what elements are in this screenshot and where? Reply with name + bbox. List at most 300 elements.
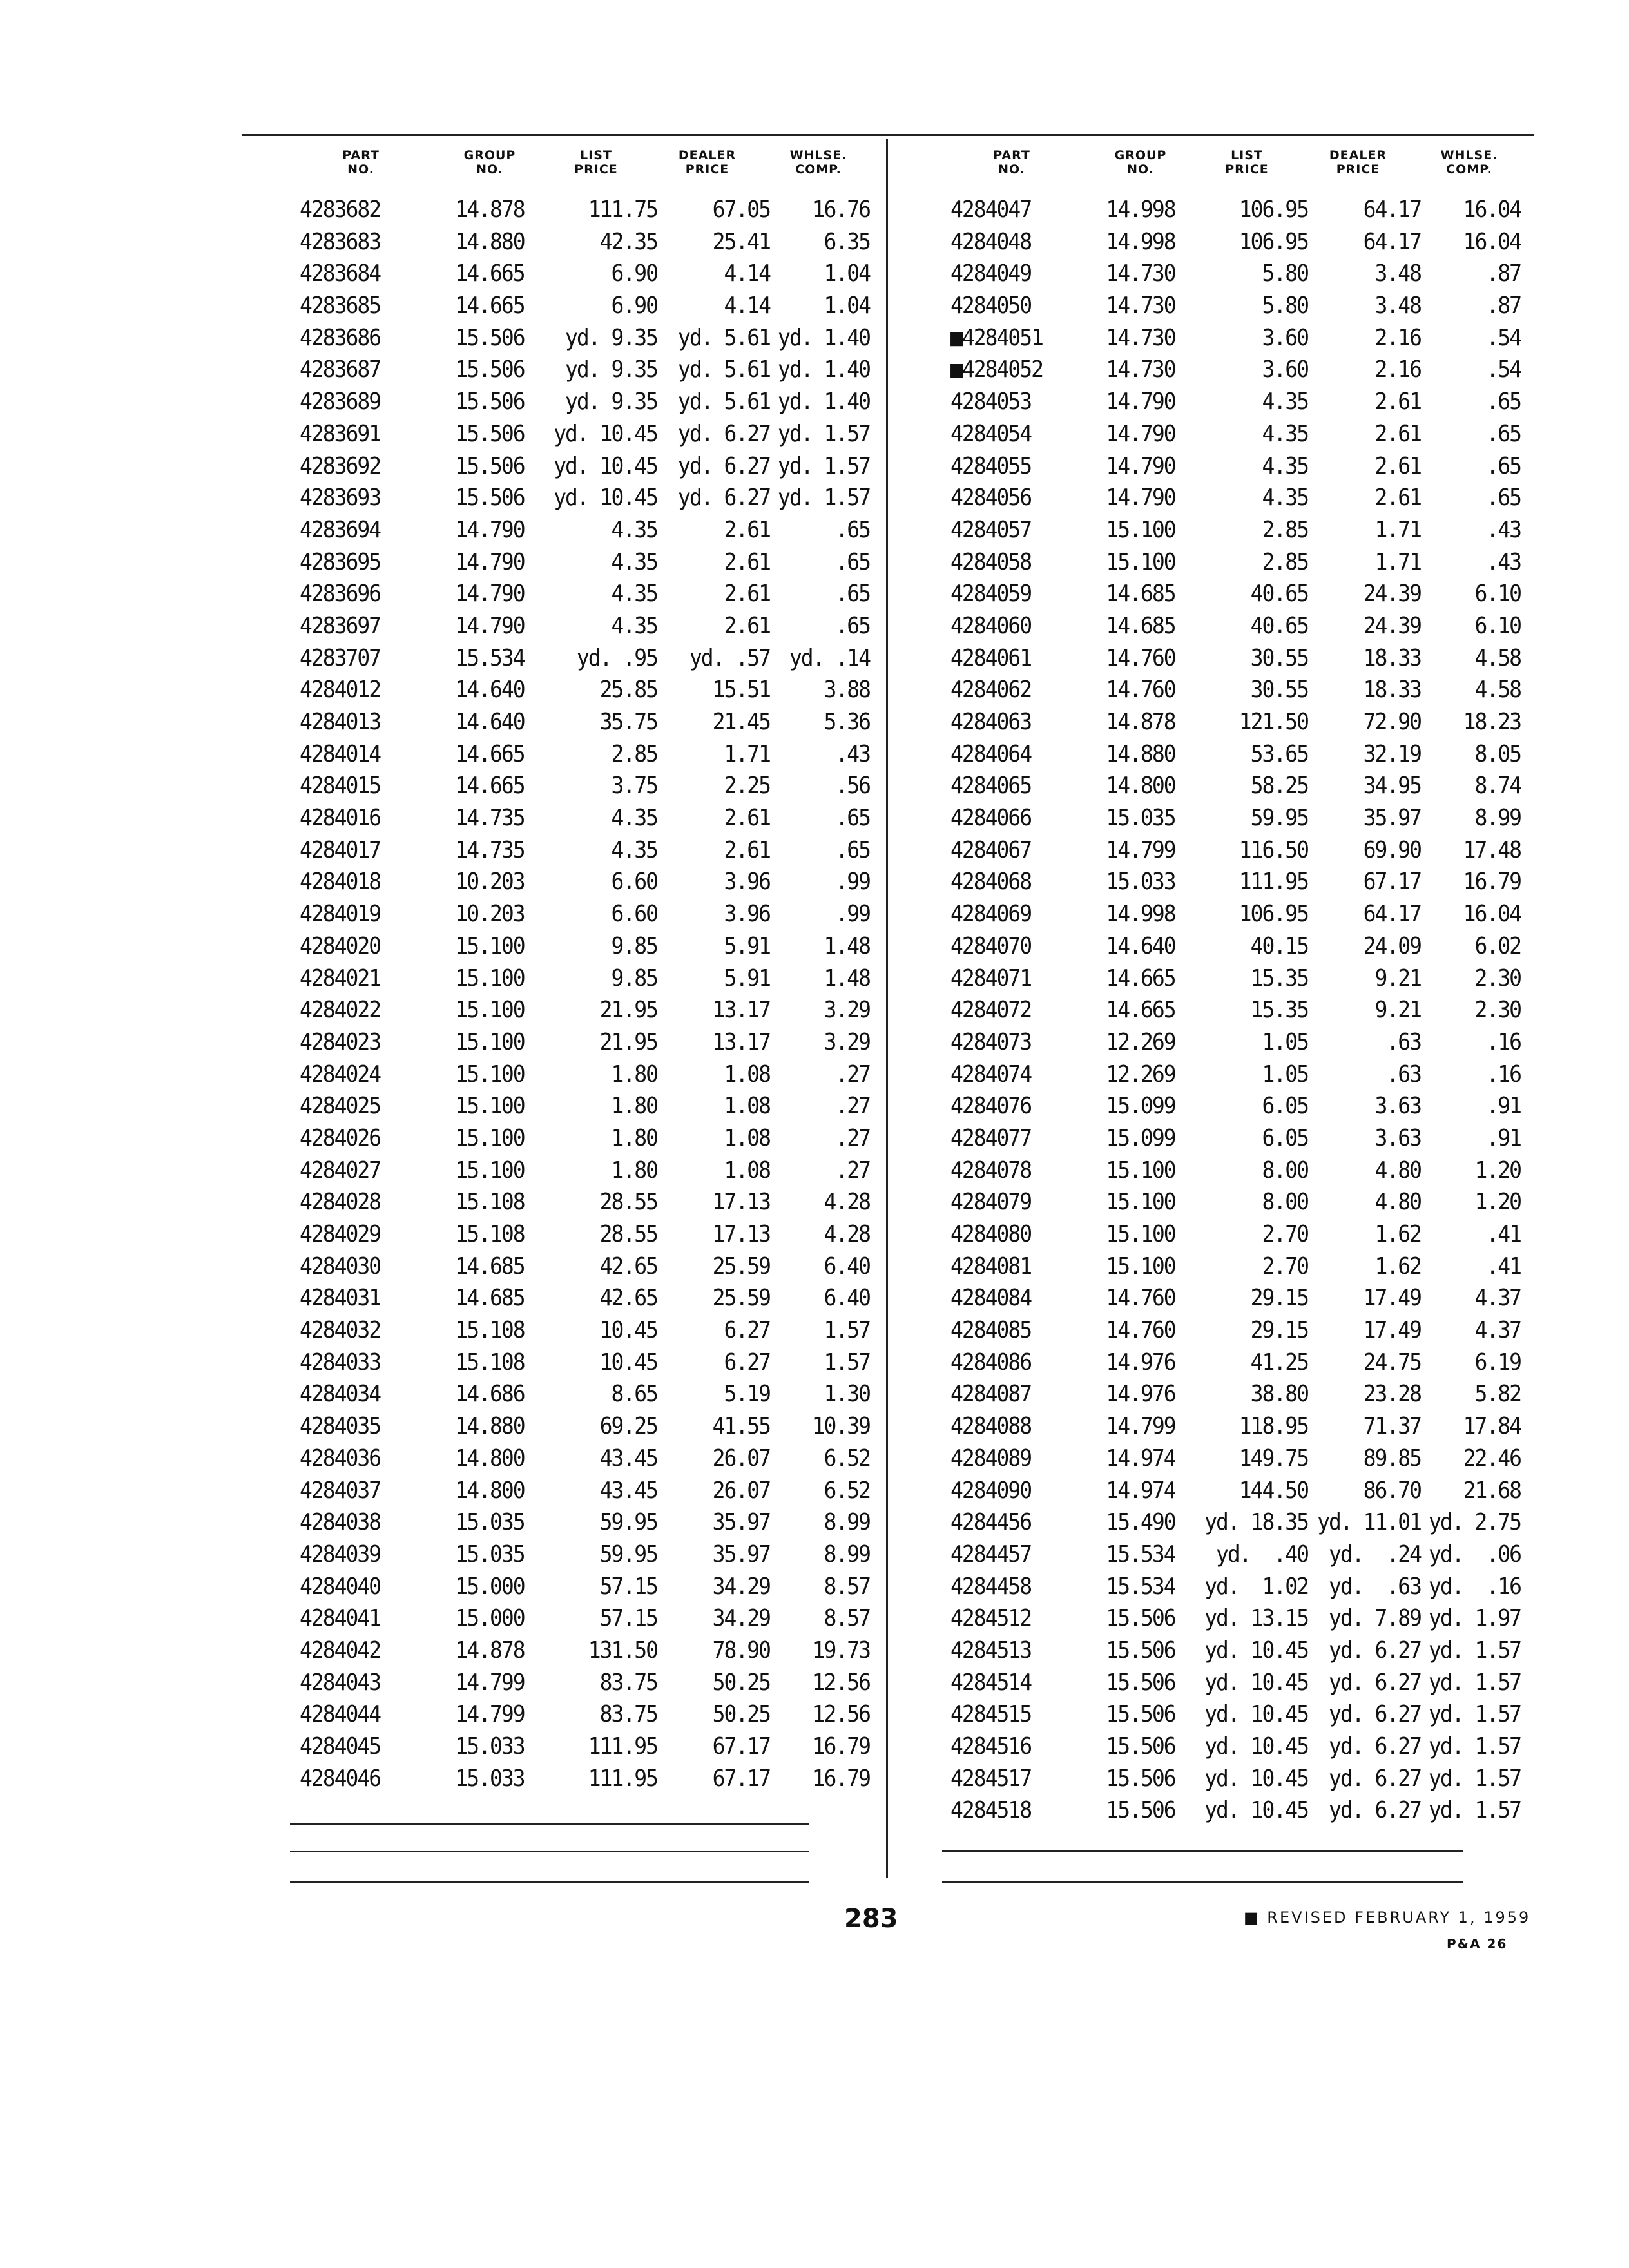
group-no-cell: 15.506 xyxy=(455,356,525,383)
group-no-cell: 15.035 xyxy=(455,1508,525,1536)
whlse-comp-cell: 1.57 xyxy=(824,1316,870,1343)
part-no-cell: 4284015 xyxy=(300,772,381,800)
list-price-cell: 35.75 xyxy=(599,707,657,735)
dealer-price-cell: 67.05 xyxy=(712,195,770,223)
part-no-cell: 4284022 xyxy=(300,995,381,1024)
group-no-cell: 10.203 xyxy=(455,868,525,896)
group-no-cell: 14.760 xyxy=(1106,676,1175,704)
part-no-cell: 4284070 xyxy=(950,932,1032,959)
part-no-cell: 4284054 xyxy=(950,419,1032,447)
whlse-comp-cell: yd. 1.97 xyxy=(1429,1604,1521,1632)
dealer-price-cell: 34.95 xyxy=(1363,772,1421,800)
dealer-price-cell: 3.63 xyxy=(1374,1124,1421,1151)
dealer-price-cell: yd. .24 xyxy=(1329,1540,1421,1568)
list-price-cell: 1.05 xyxy=(1262,1060,1308,1088)
whlse-comp-cell: .65 xyxy=(1486,483,1521,512)
dealer-price-cell: 26.07 xyxy=(712,1476,770,1504)
dealer-price-cell: yd. 6.27 xyxy=(1329,1668,1421,1696)
list-price-cell: yd. 10.45 xyxy=(1204,1796,1308,1824)
group-no-cell: 15.506 xyxy=(1106,1732,1175,1760)
whlse-comp-cell: yd. 1.57 xyxy=(778,483,870,512)
whlse-comp-cell: 8.05 xyxy=(1474,740,1521,767)
dealer-price-cell: 2.61 xyxy=(724,803,770,831)
part-no-cell: 4283684 xyxy=(300,260,381,287)
group-no-cell: 14.790 xyxy=(455,611,525,639)
whlse-comp-cell: 6.52 xyxy=(824,1476,870,1504)
list-price-cell: yd. .95 xyxy=(576,644,657,671)
whlse-comp-cell: .65 xyxy=(835,611,870,639)
list-price-cell: yd. 10.45 xyxy=(554,452,657,479)
dealer-price-cell: 13.17 xyxy=(712,995,770,1024)
part-no-cell: 4284516 xyxy=(950,1732,1032,1760)
list-price-cell: 106.95 xyxy=(1239,227,1308,255)
header-list-price: LIST PRICE xyxy=(1225,148,1269,177)
part-no-cell: ■4284052 xyxy=(950,356,1043,383)
dealer-price-cell: yd. 6.27 xyxy=(1329,1700,1421,1728)
table-row xyxy=(287,992,870,1027)
group-no-cell: 15.100 xyxy=(455,932,525,959)
revised-date-note: ■ REVISED FEBRUARY 1, 1959 xyxy=(1244,1908,1531,1927)
table-row xyxy=(938,1441,1521,1475)
part-no-cell: 4284061 xyxy=(950,644,1032,671)
whlse-comp-cell: 22.46 xyxy=(1463,1444,1521,1472)
list-price-cell: 3.60 xyxy=(1262,323,1308,351)
part-no-cell: 4284053 xyxy=(950,387,1032,416)
whlse-comp-cell: 8.99 xyxy=(824,1540,870,1568)
dealer-price-cell: 2.16 xyxy=(1374,356,1421,383)
list-price-cell: yd. 10.45 xyxy=(1204,1764,1308,1792)
list-price-cell: 83.75 xyxy=(599,1668,657,1696)
table-row xyxy=(938,544,1521,579)
dealer-price-cell: 13.17 xyxy=(712,1028,770,1055)
whlse-comp-cell: yd. 1.40 xyxy=(778,387,870,416)
dealer-price-cell: 25.59 xyxy=(712,1252,770,1280)
group-no-cell: 14.665 xyxy=(455,740,525,767)
dealer-price-cell: 17.49 xyxy=(1363,1284,1421,1312)
table-row xyxy=(287,1504,870,1539)
part-no-cell: 4283707 xyxy=(300,644,381,671)
table-row xyxy=(938,416,1521,451)
table-row xyxy=(938,352,1521,387)
dealer-price-cell: 2.61 xyxy=(724,548,770,575)
right-table-body xyxy=(938,193,1521,1826)
list-price-cell: 1.80 xyxy=(611,1124,657,1151)
table-row xyxy=(287,832,870,867)
table-row xyxy=(938,800,1521,835)
list-price-cell: 111.75 xyxy=(588,195,657,223)
list-price-cell: 40.65 xyxy=(1250,611,1308,639)
table-row xyxy=(938,1057,1521,1091)
group-no-cell: 14.790 xyxy=(1106,483,1175,512)
table-row xyxy=(938,768,1521,803)
dealer-price-cell: 3.63 xyxy=(1374,1092,1421,1120)
list-price-cell: 6.60 xyxy=(611,868,657,896)
table-row xyxy=(287,1696,870,1731)
left-table-body xyxy=(287,193,870,1794)
list-price-cell: 38.80 xyxy=(1250,1380,1308,1408)
table-row xyxy=(938,1537,1521,1571)
list-price-cell: 149.75 xyxy=(1239,1444,1308,1472)
part-no-cell: 4283689 xyxy=(300,387,381,416)
table-row xyxy=(287,544,870,579)
part-no-cell: 4284066 xyxy=(950,803,1032,831)
dealer-price-cell: 67.17 xyxy=(712,1764,770,1792)
part-no-cell: 4284514 xyxy=(950,1668,1032,1696)
dealer-price-cell: 24.75 xyxy=(1363,1348,1421,1376)
list-price-cell: yd. 13.15 xyxy=(1204,1604,1308,1632)
table-row xyxy=(287,1184,870,1219)
part-no-cell: ■4284051 xyxy=(950,323,1043,351)
list-price-cell: 111.95 xyxy=(1239,868,1308,896)
table-row xyxy=(287,224,870,259)
list-price-cell: 28.55 xyxy=(599,1220,657,1247)
table-row xyxy=(938,224,1521,259)
group-no-cell: 14.799 xyxy=(455,1668,525,1696)
list-price-cell: 9.85 xyxy=(611,932,657,959)
whlse-comp-cell: 4.58 xyxy=(1474,644,1521,671)
group-no-cell: 15.534 xyxy=(1106,1572,1175,1600)
header-group-no: GROUP NO. xyxy=(1114,148,1167,177)
table-row xyxy=(287,448,870,483)
group-no-cell: 14.735 xyxy=(455,836,525,863)
whlse-comp-cell: 18.23 xyxy=(1463,707,1521,735)
whlse-comp-cell: 8.57 xyxy=(824,1604,870,1632)
dealer-price-cell: 2.61 xyxy=(724,515,770,543)
dealer-price-cell: 21.45 xyxy=(712,707,770,735)
part-no-cell: 4283685 xyxy=(300,291,381,319)
part-no-cell: 4284032 xyxy=(300,1316,381,1343)
part-no-cell: 4284513 xyxy=(950,1636,1032,1664)
list-price-cell: 3.60 xyxy=(1262,356,1308,383)
whlse-comp-cell: .27 xyxy=(835,1124,870,1151)
list-price-cell: 21.95 xyxy=(599,995,657,1024)
table-row xyxy=(938,864,1521,899)
group-no-cell: 15.490 xyxy=(1106,1508,1175,1536)
dealer-price-cell: 2.61 xyxy=(724,836,770,863)
list-price-cell: 111.95 xyxy=(588,1732,657,1760)
group-no-cell: 14.974 xyxy=(1106,1444,1175,1472)
dealer-price-cell: 5.19 xyxy=(724,1380,770,1408)
list-price-cell: 6.05 xyxy=(1262,1124,1308,1151)
right-bottom-rule-1 xyxy=(942,1850,1463,1852)
table-row xyxy=(938,1024,1521,1059)
table-row xyxy=(938,1633,1521,1667)
group-no-cell: 14.998 xyxy=(1106,899,1175,928)
dealer-price-cell: yd. 7.89 xyxy=(1329,1604,1421,1632)
group-no-cell: 14.974 xyxy=(1106,1476,1175,1504)
group-no-cell: 10.203 xyxy=(455,899,525,928)
dealer-price-cell: 4.14 xyxy=(724,260,770,287)
group-no-cell: 14.686 xyxy=(455,1380,525,1408)
table-row xyxy=(938,1729,1521,1763)
header-part-no: PART NO. xyxy=(342,148,380,177)
part-no-cell: 4284020 xyxy=(300,932,381,959)
dealer-price-cell: 1.08 xyxy=(724,1124,770,1151)
whlse-comp-cell: .65 xyxy=(835,580,870,608)
dealer-price-cell: 24.39 xyxy=(1363,580,1421,608)
group-no-cell: 14.800 xyxy=(455,1444,525,1472)
whlse-comp-cell: 1.20 xyxy=(1474,1188,1521,1216)
part-no-cell: 4283683 xyxy=(300,227,381,255)
table-row xyxy=(938,1216,1521,1251)
part-no-cell: 4284076 xyxy=(950,1092,1032,1120)
whlse-comp-cell: 8.57 xyxy=(824,1572,870,1600)
group-no-cell: 14.730 xyxy=(1106,291,1175,319)
part-no-cell: 4284090 xyxy=(950,1476,1032,1504)
group-no-cell: 14.730 xyxy=(1106,260,1175,287)
dealer-price-cell: 67.17 xyxy=(712,1732,770,1760)
table-row xyxy=(938,672,1521,707)
dealer-price-cell: 1.62 xyxy=(1374,1252,1421,1280)
table-row xyxy=(287,1153,870,1187)
group-no-cell: 15.000 xyxy=(455,1604,525,1632)
dealer-price-cell: 26.07 xyxy=(712,1444,770,1472)
table-row xyxy=(938,192,1521,227)
list-price-cell: 9.85 xyxy=(611,964,657,992)
table-row xyxy=(938,1345,1521,1379)
part-no-cell: 4284044 xyxy=(300,1700,381,1728)
left-price-table xyxy=(287,148,870,1794)
dealer-price-cell: 35.97 xyxy=(1363,803,1421,831)
group-no-cell: 14.790 xyxy=(1106,387,1175,416)
whlse-comp-cell: 3.29 xyxy=(824,1028,870,1055)
whlse-comp-cell: 16.79 xyxy=(812,1732,870,1760)
header-part-no: PART NO. xyxy=(993,148,1030,177)
group-no-cell: 14.730 xyxy=(1106,356,1175,383)
group-no-cell: 15.100 xyxy=(1106,548,1175,575)
whlse-comp-cell: 4.37 xyxy=(1474,1284,1521,1312)
whlse-comp-cell: .65 xyxy=(835,548,870,575)
group-no-cell: 15.506 xyxy=(455,452,525,479)
group-no-cell: 15.100 xyxy=(455,964,525,992)
whlse-comp-cell: .91 xyxy=(1486,1092,1521,1120)
group-no-cell: 14.665 xyxy=(455,291,525,319)
table-row xyxy=(938,512,1521,547)
table-row xyxy=(938,288,1521,323)
group-no-cell: 15.506 xyxy=(1106,1796,1175,1824)
table-row xyxy=(287,1441,870,1475)
table-row xyxy=(938,1792,1521,1827)
part-no-cell: 4284047 xyxy=(950,195,1032,223)
part-no-cell: 4284058 xyxy=(950,548,1032,575)
list-price-cell: 6.90 xyxy=(611,291,657,319)
table-row xyxy=(938,736,1521,771)
list-price-cell: 41.25 xyxy=(1250,1348,1308,1376)
group-no-cell: 15.099 xyxy=(1106,1092,1175,1120)
whlse-comp-cell: yd. 1.40 xyxy=(778,356,870,383)
dealer-price-cell: 1.08 xyxy=(724,1156,770,1184)
part-no-cell: 4284018 xyxy=(300,868,381,896)
group-no-cell: 14.799 xyxy=(1106,836,1175,863)
list-price-cell: yd. 9.35 xyxy=(565,387,657,416)
whlse-comp-cell: 3.29 xyxy=(824,995,870,1024)
whlse-comp-cell: .87 xyxy=(1486,291,1521,319)
group-no-cell: 14.640 xyxy=(1106,932,1175,959)
dealer-price-cell: yd. 6.27 xyxy=(1329,1732,1421,1760)
table-row xyxy=(287,864,870,899)
list-price-cell: 5.80 xyxy=(1262,260,1308,287)
whlse-comp-cell: .65 xyxy=(1486,387,1521,416)
part-no-cell: 4284034 xyxy=(300,1380,381,1408)
part-no-cell: 4284060 xyxy=(950,611,1032,639)
whlse-comp-cell: 17.48 xyxy=(1463,836,1521,863)
dealer-price-cell: 23.28 xyxy=(1363,1380,1421,1408)
dealer-price-cell: 4.80 xyxy=(1374,1156,1421,1184)
whlse-comp-cell: .27 xyxy=(835,1060,870,1088)
dealer-price-cell: 18.33 xyxy=(1363,644,1421,671)
group-no-cell: 15.506 xyxy=(1106,1636,1175,1664)
dealer-price-cell: 3.48 xyxy=(1374,260,1421,287)
dealer-price-cell: 17.49 xyxy=(1363,1316,1421,1343)
dealer-price-cell: 17.13 xyxy=(712,1220,770,1247)
part-no-cell: 4283694 xyxy=(300,515,381,543)
part-no-cell: 4284517 xyxy=(950,1764,1032,1792)
dealer-price-cell: yd. .57 xyxy=(689,644,770,671)
dealer-price-cell: 34.29 xyxy=(712,1572,770,1600)
group-no-cell: 14.799 xyxy=(455,1700,525,1728)
part-no-cell: 4284084 xyxy=(950,1284,1032,1312)
table-row xyxy=(938,1249,1521,1283)
dealer-price-cell: 50.25 xyxy=(712,1668,770,1696)
list-price-cell: 1.80 xyxy=(611,1060,657,1088)
whlse-comp-cell: yd. .14 xyxy=(789,644,870,671)
dealer-price-cell: 64.17 xyxy=(1363,195,1421,223)
whlse-comp-cell: 1.30 xyxy=(824,1380,870,1408)
whlse-comp-cell: .41 xyxy=(1486,1220,1521,1247)
list-price-cell: 53.65 xyxy=(1250,740,1308,767)
table-row xyxy=(287,288,870,323)
list-price-cell: yd. 10.45 xyxy=(554,419,657,447)
part-no-cell: 4284035 xyxy=(300,1412,381,1440)
table-row xyxy=(287,800,870,835)
list-price-cell: 131.50 xyxy=(588,1636,657,1664)
dealer-price-cell: yd. .63 xyxy=(1329,1572,1421,1600)
part-no-cell: 4284043 xyxy=(300,1668,381,1696)
dealer-price-cell: 78.90 xyxy=(712,1636,770,1664)
whlse-comp-cell: 4.28 xyxy=(824,1188,870,1216)
dealer-price-cell: 25.59 xyxy=(712,1284,770,1312)
group-no-cell: 15.100 xyxy=(1106,1156,1175,1184)
table-row xyxy=(287,256,870,291)
dealer-price-cell: 69.90 xyxy=(1363,836,1421,863)
dealer-price-cell: yd. 6.27 xyxy=(678,419,770,447)
group-no-cell: 15.108 xyxy=(455,1316,525,1343)
whlse-comp-cell: .27 xyxy=(835,1156,870,1184)
group-no-cell: 15.108 xyxy=(455,1220,525,1247)
part-no-cell: 4283697 xyxy=(300,611,381,639)
whlse-comp-cell: .43 xyxy=(1486,548,1521,575)
group-no-cell: 14.878 xyxy=(455,1636,525,1664)
list-price-cell: 42.65 xyxy=(599,1284,657,1312)
table-row xyxy=(287,768,870,803)
list-price-cell: 4.35 xyxy=(611,611,657,639)
whlse-comp-cell: .54 xyxy=(1486,323,1521,351)
table-row xyxy=(938,1569,1521,1604)
part-no-cell: 4284085 xyxy=(950,1316,1032,1343)
group-no-cell: 14.685 xyxy=(1106,611,1175,639)
table-row xyxy=(287,1249,870,1283)
list-price-cell: 6.60 xyxy=(611,899,657,928)
table-row xyxy=(287,736,870,771)
whlse-comp-cell: 6.02 xyxy=(1474,932,1521,959)
header-group-no: GROUP NO. xyxy=(463,148,516,177)
whlse-comp-cell: 16.04 xyxy=(1463,195,1521,223)
table-row xyxy=(938,1504,1521,1539)
table-row xyxy=(938,1184,1521,1219)
list-price-cell: 1.05 xyxy=(1262,1028,1308,1055)
whlse-comp-cell: 16.04 xyxy=(1463,899,1521,928)
part-no-cell: 4284064 xyxy=(950,740,1032,767)
list-price-cell: 4.35 xyxy=(1262,419,1308,447)
whlse-comp-cell: 3.88 xyxy=(824,676,870,704)
part-no-cell: 4284077 xyxy=(950,1124,1032,1151)
right-table-header xyxy=(938,148,1521,187)
list-price-cell: 106.95 xyxy=(1239,195,1308,223)
table-row xyxy=(938,1408,1521,1443)
table-row xyxy=(287,961,870,995)
whlse-comp-cell: 1.20 xyxy=(1474,1156,1521,1184)
dealer-price-cell: yd. 6.27 xyxy=(1329,1796,1421,1824)
list-price-cell: 5.80 xyxy=(1262,291,1308,319)
list-price-cell: yd. 10.45 xyxy=(1204,1700,1308,1728)
group-no-cell: 14.735 xyxy=(455,803,525,831)
table-row xyxy=(287,576,870,611)
list-price-cell: 121.50 xyxy=(1239,707,1308,735)
whlse-comp-cell: .43 xyxy=(835,740,870,767)
dealer-price-cell: 5.91 xyxy=(724,964,770,992)
dealer-price-cell: 24.39 xyxy=(1363,611,1421,639)
table-row xyxy=(938,704,1521,739)
group-no-cell: 14.730 xyxy=(1106,323,1175,351)
part-no-cell: 4284056 xyxy=(950,483,1032,512)
group-no-cell: 14.640 xyxy=(455,676,525,704)
list-price-cell: 10.45 xyxy=(599,1348,657,1376)
table-row xyxy=(287,416,870,451)
list-price-cell: 15.35 xyxy=(1250,995,1308,1024)
header-dealer-price: DEALER PRICE xyxy=(1329,148,1387,177)
whlse-comp-cell: 19.73 xyxy=(812,1636,870,1664)
part-no-cell: 4284078 xyxy=(950,1156,1032,1184)
whlse-comp-cell: .27 xyxy=(835,1092,870,1120)
whlse-comp-cell: 1.04 xyxy=(824,260,870,287)
dealer-price-cell: 1.71 xyxy=(1374,548,1421,575)
group-no-cell: 14.998 xyxy=(1106,195,1175,223)
group-no-cell: 14.799 xyxy=(1106,1412,1175,1440)
table-row xyxy=(287,1408,870,1443)
part-no-cell: 4284012 xyxy=(300,676,381,704)
whlse-comp-cell: 6.40 xyxy=(824,1252,870,1280)
dealer-price-cell: 67.17 xyxy=(1363,868,1421,896)
dealer-price-cell: 2.61 xyxy=(1374,387,1421,416)
list-price-cell: 2.85 xyxy=(1262,548,1308,575)
group-no-cell: 14.880 xyxy=(1106,740,1175,767)
whlse-comp-cell: 8.99 xyxy=(824,1508,870,1536)
right-price-table xyxy=(938,148,1521,1826)
dealer-price-cell: 3.96 xyxy=(724,899,770,928)
whlse-comp-cell: 4.37 xyxy=(1474,1316,1521,1343)
whlse-comp-cell: .99 xyxy=(835,868,870,896)
group-no-cell: 14.790 xyxy=(1106,419,1175,447)
part-no-cell: 4284088 xyxy=(950,1412,1032,1440)
group-no-cell: 14.685 xyxy=(1106,580,1175,608)
whlse-comp-cell: 1.48 xyxy=(824,964,870,992)
list-price-cell: yd. 10.45 xyxy=(1204,1668,1308,1696)
whlse-comp-cell: .16 xyxy=(1486,1060,1521,1088)
group-no-cell: 15.534 xyxy=(455,644,525,671)
whlse-comp-cell: 6.10 xyxy=(1474,580,1521,608)
group-no-cell: 14.790 xyxy=(1106,452,1175,479)
whlse-comp-cell: 2.30 xyxy=(1474,964,1521,992)
